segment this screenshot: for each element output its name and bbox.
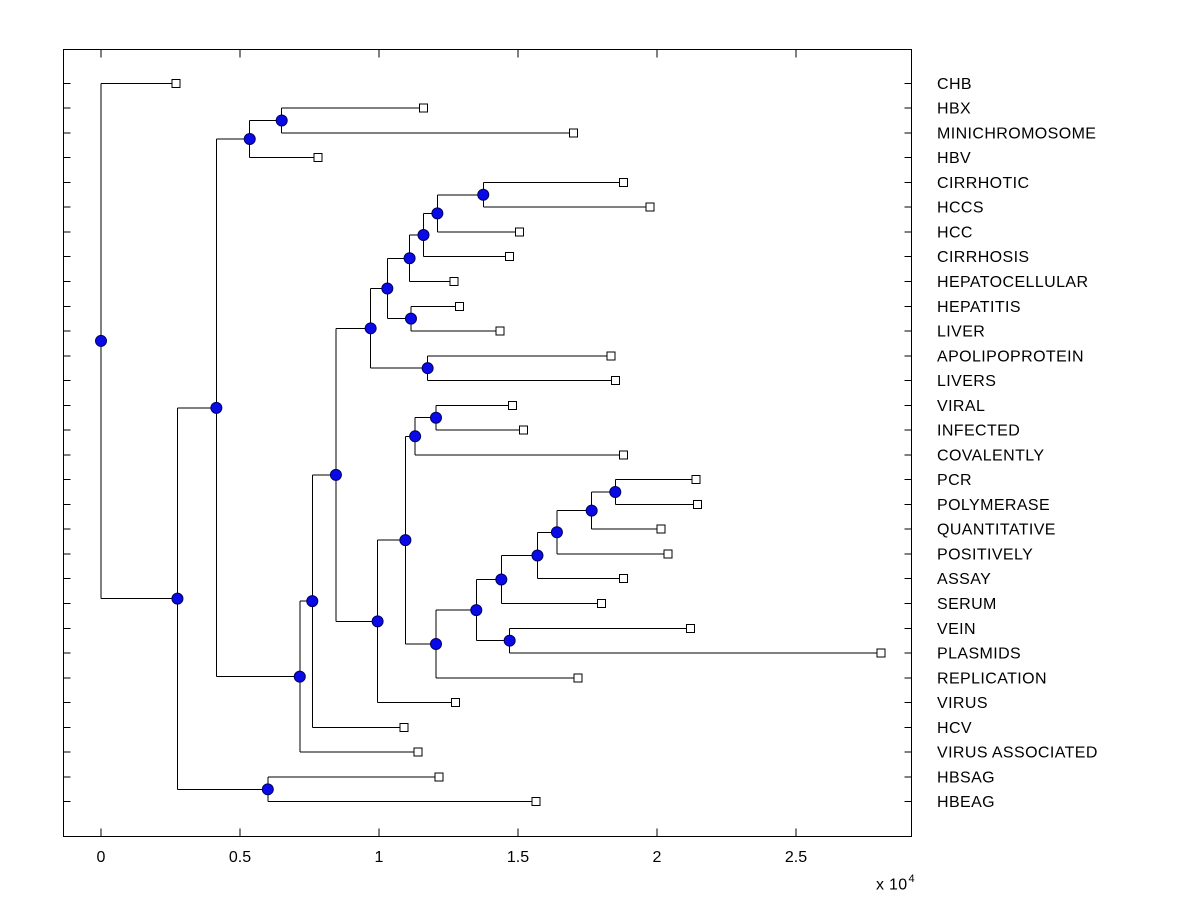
x-tick-label: 2.5 bbox=[784, 849, 808, 866]
internal-node-marker bbox=[307, 596, 318, 607]
leaf-label: VEIN bbox=[937, 620, 976, 638]
leaf-label: HBV bbox=[937, 150, 972, 168]
leaf-label: VIRUS ASSOCIATED bbox=[937, 744, 1098, 762]
leaf-marker bbox=[611, 377, 619, 385]
leaf-marker bbox=[400, 723, 408, 731]
internal-node-marker bbox=[610, 487, 621, 498]
internal-node-marker bbox=[422, 363, 433, 374]
internal-node-marker bbox=[430, 412, 441, 423]
leaf-label: SERUM bbox=[937, 596, 997, 614]
leaf-label: COVALENTLY bbox=[937, 447, 1045, 465]
leaf-marker bbox=[435, 773, 443, 781]
leaf-marker bbox=[620, 451, 628, 459]
internal-node-marker bbox=[211, 402, 222, 413]
leaf-label: POLYMERASE bbox=[937, 496, 1051, 514]
leaf-marker bbox=[450, 277, 458, 285]
leaf-marker bbox=[877, 649, 885, 657]
internal-node-marker bbox=[551, 527, 562, 538]
leaf-label: QUANTITATIVE bbox=[937, 521, 1056, 539]
internal-node-marker bbox=[404, 253, 415, 264]
internal-node-marker bbox=[418, 230, 429, 241]
internal-node-marker bbox=[400, 535, 411, 546]
internal-node-marker bbox=[410, 431, 421, 442]
internal-node-marker bbox=[244, 134, 255, 145]
leaf-label: PCR bbox=[937, 472, 972, 490]
x-tick-label: 2 bbox=[652, 849, 662, 866]
leaf-marker bbox=[657, 525, 665, 533]
internal-node-marker bbox=[262, 784, 273, 795]
exponent-base: x 10 bbox=[876, 876, 908, 894]
internal-node-marker bbox=[372, 616, 383, 627]
leaf-label: HEPATOCELLULAR bbox=[937, 273, 1089, 291]
exponent-power: 4 bbox=[908, 873, 915, 885]
leaf-marker bbox=[574, 674, 582, 682]
internal-node-marker bbox=[471, 605, 482, 616]
leaf-label: APOLIPOPROTEIN bbox=[937, 348, 1084, 366]
leaf-marker bbox=[693, 500, 701, 508]
leaf-label: MINICHROMOSOME bbox=[937, 125, 1097, 143]
internal-node-marker bbox=[478, 189, 489, 200]
leaf-marker bbox=[532, 798, 540, 806]
internal-node-marker bbox=[365, 323, 376, 334]
internal-node-marker bbox=[172, 593, 183, 604]
leaf-marker bbox=[451, 699, 459, 707]
leaf-label: VIRUS bbox=[937, 695, 988, 713]
internal-node-marker bbox=[405, 313, 416, 324]
leaf-label: CIRRHOSIS bbox=[937, 249, 1030, 267]
leaf-label: VIRAL bbox=[937, 397, 986, 415]
leaf-marker bbox=[414, 748, 422, 756]
internal-node-marker bbox=[532, 550, 543, 561]
x-tick-label: 1.5 bbox=[506, 849, 530, 866]
leaf-label: INFECTED bbox=[937, 422, 1021, 440]
internal-node-marker bbox=[294, 671, 305, 682]
internal-node-marker bbox=[504, 635, 515, 646]
leaf-label: CHB bbox=[937, 75, 972, 93]
leaf-marker bbox=[664, 550, 672, 558]
x-tick-label: 1 bbox=[374, 849, 384, 866]
x-tick-label: 0 bbox=[96, 849, 106, 866]
leaf-label: HCC bbox=[937, 224, 973, 242]
leaf-marker bbox=[692, 476, 700, 484]
leaf-label: HCV bbox=[937, 719, 972, 737]
internal-node-marker bbox=[430, 638, 441, 649]
leaf-marker bbox=[419, 104, 427, 112]
leaf-marker bbox=[570, 129, 578, 137]
leaf-marker bbox=[456, 302, 464, 310]
leaf-label: REPLICATION bbox=[937, 670, 1047, 688]
leaf-marker bbox=[515, 228, 523, 236]
leaf-marker bbox=[686, 624, 694, 632]
leaf-marker bbox=[506, 253, 514, 261]
leaf-label: HEPATITIS bbox=[937, 298, 1021, 316]
leaf-label: POSITIVELY bbox=[937, 546, 1034, 564]
internal-node-marker bbox=[96, 335, 107, 346]
leaf-marker bbox=[496, 327, 504, 335]
internal-node-marker bbox=[586, 505, 597, 516]
leaf-label: ASSAY bbox=[937, 571, 992, 589]
leaf-marker bbox=[314, 154, 322, 162]
leaf-label: HBX bbox=[937, 100, 972, 118]
internal-node-marker bbox=[382, 283, 393, 294]
leaf-marker bbox=[607, 352, 615, 360]
leaf-label: HBEAG bbox=[937, 794, 996, 812]
leaf-label: CIRRHOTIC bbox=[937, 174, 1030, 192]
leaf-marker bbox=[646, 203, 654, 211]
internal-node-marker bbox=[496, 574, 507, 585]
leaf-marker bbox=[597, 600, 605, 608]
leaf-label: LIVERS bbox=[937, 373, 997, 391]
internal-node-marker bbox=[276, 115, 287, 126]
leaf-marker bbox=[620, 178, 628, 186]
leaf-marker bbox=[520, 426, 528, 434]
leaf-marker bbox=[508, 401, 516, 409]
x-tick-label: 0.5 bbox=[228, 849, 252, 866]
internal-node-marker bbox=[330, 469, 341, 480]
leaf-marker bbox=[620, 575, 628, 583]
plot-box bbox=[64, 50, 912, 837]
leaf-label: HCCS bbox=[937, 199, 984, 217]
leaf-label: PLASMIDS bbox=[937, 645, 1022, 663]
leaf-label: HBSAG bbox=[937, 769, 996, 787]
internal-node-marker bbox=[432, 208, 443, 219]
leaf-label: LIVER bbox=[937, 323, 986, 341]
x-axis-exponent-label bbox=[876, 874, 914, 894]
leaf-marker bbox=[172, 79, 180, 87]
